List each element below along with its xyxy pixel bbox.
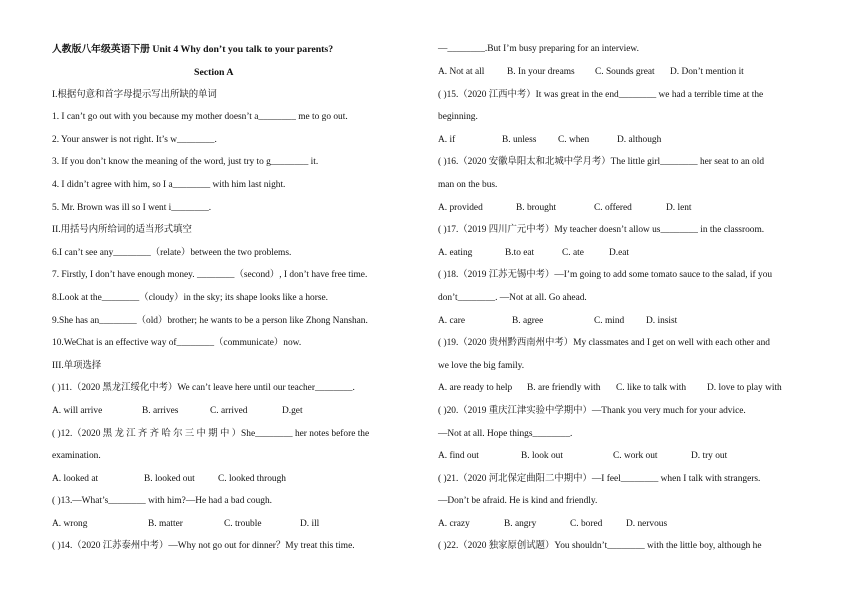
question-3: 3. If you don’t know the meaning of the word, just try to g________ it. [52,157,319,167]
worksheet-title: 人教版八年级英语下册 Unit 4 Why don’t you talk to your parents? [52,44,334,55]
question-19-options [438,384,782,393]
option: A. provided [438,203,483,213]
option: B. In your dreams [507,67,575,77]
option: A. if [438,135,456,145]
option: C. mind [594,316,625,326]
option: D.get [282,406,303,416]
question-21: ( )21.（2020 河北保定曲阳二中期中）—I feel________ when I talk with strangers. [438,474,761,484]
option: D. nervous [626,519,668,529]
option: D. try out [691,451,728,461]
question-21-continued: —Don’t be afraid. He is kind and friendly. [438,496,598,506]
option: C. bored [570,519,603,529]
option: D. love to play with [707,383,782,393]
question-4: 4. I didn’t agree with him, so I a________ with him last night. [52,180,286,190]
question-16-continued: man on the bus. [438,180,498,190]
question-11: ( )11.（2020 黑龙江绥化中考）We can’t leave here until our teacher________. [52,383,355,393]
option: A. eating [438,248,473,258]
question-15: ( )15.（2020 江西中考）It was great in the end________ we had a terrible time at the [438,90,764,100]
question-10: 10.WeChat is an effective way of________（communicate）now. [52,338,302,348]
question-14: ( )14.（2020 江苏泰州中考）—Why not go out for dinner？My treat this time. [52,541,355,551]
option: B. unless [502,135,537,145]
option: C. Sounds great [595,67,655,77]
question-7: 7. Firstly, I don’t have enough money. ________（second）, I don’t have free time. [52,270,368,280]
question-1: 1. I can’t go out with you because my mother doesn’t a________ me to go out. [52,112,348,122]
question-12-text: ( )12.（2020 黑 龙 江 齐 齐 哈 尔 三 中 期 中 ）She________ her notes before the [52,429,370,439]
question-6: 6.I can’t see any________（relate）between the two problems. [52,248,292,258]
question-18: ( )18.（2019 江苏无锡中考）—I’m going to add some tomato sauce to the salad, if you [438,270,773,280]
question-8: 8.Look at the________（cloudy）in the sky; its shape looks like a horse. [52,293,329,303]
option: A. Not at all [438,67,485,77]
option: C. looked through [218,474,286,484]
question-15-continued: beginning. [438,112,478,122]
question-12-options [52,475,286,484]
question-14-options [438,68,744,77]
option: A. are ready to help [438,383,513,393]
option: B. brought [516,203,557,213]
option: B. matter [148,519,183,529]
question-15-options [438,136,661,145]
option: B. look out [521,451,563,461]
option: D. lent [666,203,692,213]
option: C. when [558,135,590,145]
question-21-options [438,520,667,529]
question-13: ( )13.—What’s________ with him?—He had a bad cough. [52,496,273,506]
question-20: ( )20.（2019 重庆江津实验中学期中）—Thank you very much for your advice. [438,406,746,416]
option: B. are friendly with [527,383,601,393]
part1-heading: I.根据句意和首字母提示写出所缺的单词 [52,90,217,100]
option: C. like to talk with [616,383,687,393]
option: D.eat [609,248,630,258]
part2-heading: II.用括号内所给词的适当形式填空 [52,225,192,235]
question-20-options [438,452,727,461]
option: D. Don’t mention it [670,67,744,77]
section-heading: Section A [194,67,234,78]
question-2: 2. Your answer is not right. It’s w________. [52,135,217,145]
question-17: ( )17.（2019 四川广元中考）My teacher doesn’t allow us________ in the classroom. [438,225,765,235]
question-18-options [438,317,677,326]
option: B. looked out [144,474,195,484]
question-14-continued: —________.But I’m busy preparing for an interview. [438,44,639,54]
question-18-continued: don’t________. —Not at all. Go ahead. [438,293,587,303]
option: B. angry [504,519,537,529]
option: C. offered [594,203,632,213]
option: A. looked at [52,474,99,484]
option: B. arrives [142,406,179,416]
option: B. agree [512,316,544,326]
question-13-options [52,520,319,529]
question-12-continued: examination. [52,451,101,461]
part3-heading: III.单项选择 [52,361,102,371]
question-9: 9.She has an________（old）brother; he wants to be a person like Zhong Nanshan. [52,316,368,326]
question-12 [52,430,397,439]
option: B.to eat [505,248,535,258]
option: A. will arrive [52,406,103,416]
option: A. care [438,316,466,326]
option: C. trouble [224,519,262,529]
option: D. although [617,135,662,145]
question-16: ( )16.（2020 安徽阜阳太和北城中学月考）The little girl________ her seat to an old [438,157,765,167]
question-19: ( )19.（2020 贵州黔西南州中考）My classmates and I get on well with each other and [438,338,770,348]
option: C. ate [562,248,584,258]
option: A. find out [438,451,479,461]
question-16-options [438,204,692,213]
question-5: 5. Mr. Brown was ill so I went i________. [52,203,212,213]
option: A. wrong [52,519,88,529]
option: D. ill [300,519,320,529]
question-19-continued: we love the big family. [438,361,525,371]
option: D. insist [646,316,678,326]
option: C. arrived [210,406,248,416]
question-11-options [52,407,303,416]
question-17-options [438,249,629,258]
question-22: ( )22.（2020 独家原创试题）You shouldn’t________ with the little boy, although he [438,541,762,551]
question-20-continued: —Not at all. Hope things________. [438,429,573,439]
option: A. crazy [438,519,470,529]
option: C. work out [613,451,658,461]
